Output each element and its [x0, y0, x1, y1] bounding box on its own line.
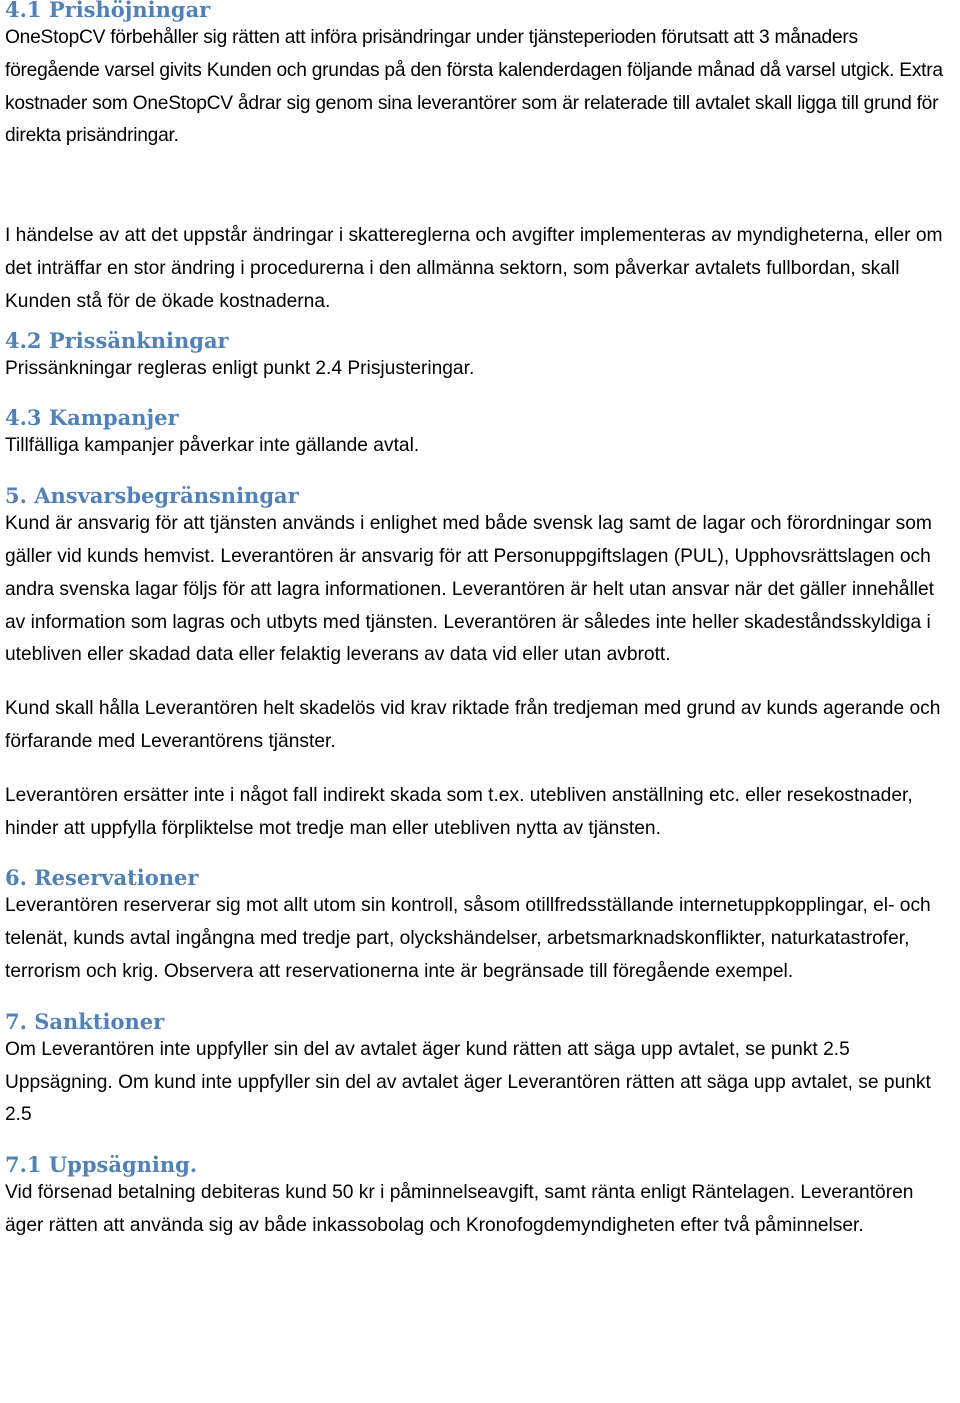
- heading-reservationer: 6. Reservationer: [5, 865, 199, 891]
- heading-kampanjer: 4.3 Kampanjer: [5, 405, 179, 431]
- document-page: [5, 0, 957, 1243]
- paragraph-kampanjer: Tillfälliga kampanjer påverkar inte gällande avtal.: [5, 435, 420, 457]
- paragraph-ansvar-skadelos: Kund skall hålla Leverantören helt skadelös vid krav riktade från tredjeman med grund av kunds agerande och förfarande med Leverantörens tjänster.: [5, 698, 941, 752]
- paragraph-ansvar-lagar: Kund är ansvarig för att tjänsten används i enlighet med både svensk lag samt de lagar och förordningar som gäller vid kunds hemvist. Leverantören är ansvarig för att Personuppgiftslagen (PUL), Upphovsrättslagen och andra svenska lagar följs för att lagra informationen. Leverantören är helt utan ansvar när det gäller innehållet av information som lagras och utbyts med tjänsten. Leverantören är således inte heller skadeståndsskyldiga i utebliven eller skadad data eller felaktig leverans av data vid eller utan avbrott.: [5, 513, 935, 666]
- paragraph-prishojningar-skatteregler: I händelse av att det uppstår ändringar i skattereglerna och avgifter implementeras av myndigheterna, eller om det inträffar en stor ändring i procedurerna i den allmänna sektorn, som påverkar avtalets fullbordan, skall Kunden stå för de ökade kostnaderna.: [5, 225, 943, 312]
- heading-ansvarsbegransningar: 5. Ansvarsbegränsningar: [5, 483, 299, 509]
- paragraph-sanktioner: Om Leverantören inte uppfyller sin del av avtalet äger kund rätten att säga upp avtalet, se punkt 2.5 Uppsägning. Om kund inte uppfyller sin del av avtalet äger Leverantören rätten att säga upp avtalet, se punkt 2.5: [5, 1038, 931, 1126]
- paragraph-prishojningar-varsel: OneStopCV förbehåller sig rätten att införa prisändringar under tjänsteperioden förutsatt att 3 månaders föregående varsel givits Kunden och grundas på den första kalenderdagen följande månad då varsel utgick. Extra kostnader som OneStopCV ådrar sig genom sina leverantörer som är relaterade till avtalet skall ligga till grund för direkta prisändringar.: [5, 27, 943, 147]
- paragraph-ansvar-indirekt-skada: Leverantören ersätter inte i något fall indirekt skada som t.ex. utebliven anställning etc. eller resekostnader, hinder att uppfylla förpliktelse mot tredje man eller utebliven nytta av tjänsten.: [5, 784, 913, 839]
- paragraph-prissankningar: Prissänkningar regleras enligt punkt 2.4 Prisjusteringar.: [5, 357, 475, 379]
- paragraph-uppsagning: Vid försenad betalning debiteras kund 50 kr i påminnelseavgift, samt ränta enligt Räntelagen. Leverantören äger rätten att använda sig av både inkassobolag och Kronofogdemyndigheten efter två påminnelser.: [5, 1182, 914, 1236]
- heading-sanktioner: 7. Sanktioner: [5, 1008, 165, 1034]
- heading-prishojningar: 4.1 Prishöjningar: [5, 0, 211, 22]
- paragraph-reservationer: Leverantören reserverar sig mot allt utom sin kontroll, såsom otillfredsställande internetuppkopplingar, el- och telenät, kunds avtal ingångna med tredje part, olyckshändelser, arbetsmarknadskonflikter, naturkatastrofer, terrorism och krig. Observera att reservationerna inte är begränsade till föregående exempel.: [5, 895, 931, 982]
- heading-prissankningar: 4.2 Prissänkningar: [5, 327, 229, 353]
- heading-uppsagning: 7.1 Uppsägning.: [5, 1152, 198, 1178]
